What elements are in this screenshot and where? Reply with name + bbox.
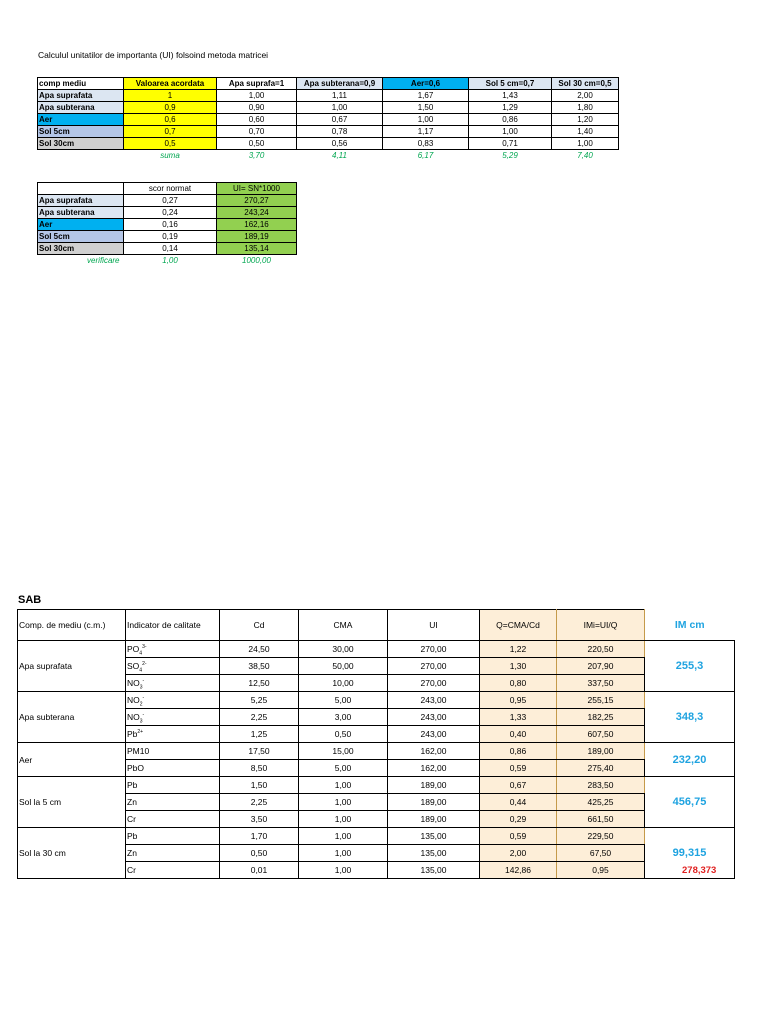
sab-im-cm: 348,3 <box>645 692 735 743</box>
sab-q: 0,59 <box>480 760 557 777</box>
indicator-symbol: PO <box>127 644 140 654</box>
matrix-row-value: 0,6 <box>124 114 217 126</box>
spacer <box>38 150 124 162</box>
sab-cma: 1,00 <box>299 828 388 845</box>
indicator-superscript: 3- <box>142 644 147 651</box>
matrix-cell: 0,83 <box>383 138 469 150</box>
matrix-cell: 0,86 <box>469 114 552 126</box>
score-check-ui: 1000,00 <box>242 256 271 265</box>
score-check-sn: 1,00 <box>162 256 178 265</box>
sab-cd: 24,50 <box>220 641 299 658</box>
matrix-sum: 5,29 <box>502 151 518 160</box>
sab-header-cell: Indicator de calitate <box>126 610 220 641</box>
sab-row <box>18 726 735 743</box>
sab-imi: 275,40 <box>557 760 645 777</box>
matrix-cell: 1,29 <box>469 102 552 114</box>
sab-imi: 189,00 <box>557 743 645 760</box>
matrix-sum: 6,17 <box>417 151 434 160</box>
sab-cd: 17,50 <box>220 743 299 760</box>
indicator-superscript: - <box>142 695 145 702</box>
indicator-superscript: 2+ <box>137 729 144 736</box>
sab-im-cm: 456,75 <box>645 777 735 828</box>
sab-ui: 270,00 <box>388 641 480 658</box>
score-row-name: Aer <box>38 219 124 231</box>
sab-indicator <box>126 641 220 658</box>
sab-indicator <box>126 760 220 777</box>
sab-component: Sol la 30 cm <box>18 828 126 879</box>
sab-title: SAB <box>18 594 42 606</box>
indicator-symbol: SO <box>127 661 140 671</box>
indicator-symbol: NO <box>127 678 140 688</box>
matrix-cell: 1,67 <box>383 90 469 102</box>
score-row <box>38 231 297 243</box>
score-sn: 0,19 <box>124 231 217 243</box>
score-sn: 0,16 <box>124 219 217 231</box>
score-ui: 189,19 <box>217 231 297 243</box>
matrix-cell: 1,80 <box>552 102 619 114</box>
sab-ui: 189,00 <box>388 777 480 794</box>
sab-cma: 5,00 <box>299 692 388 709</box>
score-row-name: Apa suprafata <box>38 195 124 207</box>
matrix-row-value: 0,5 <box>124 138 217 150</box>
matrix-row-name: Aer <box>38 114 124 126</box>
sab-indicator <box>126 777 220 794</box>
matrix-cell: 0,71 <box>469 138 552 150</box>
sab-cd: 8,50 <box>220 760 299 777</box>
matrix-header-cell: Apa subterana=0,9 <box>297 78 383 90</box>
sab-q: 0,95 <box>480 692 557 709</box>
indicator-symbol: Cr <box>127 865 136 875</box>
matrix-row <box>38 138 619 150</box>
sab-header-cell: Comp. de mediu (c.m.) <box>18 610 126 641</box>
sab-component: Apa subterana <box>18 692 126 743</box>
score-row-name: Sol 30cm <box>38 243 124 255</box>
matrix-row <box>38 114 619 126</box>
sab-q: 0,86 <box>480 743 557 760</box>
sab-cma: 1,00 <box>299 777 388 794</box>
matrix-row <box>38 90 619 102</box>
sab-row <box>18 845 735 862</box>
matrix-sum: 4,11 <box>332 151 347 160</box>
matrix-row-name: Apa suprafata <box>38 90 124 102</box>
sab-ui: 162,00 <box>388 760 480 777</box>
sab-header-cell: Q=CMA/Cd <box>480 610 557 641</box>
sab-cd: 1,50 <box>220 777 299 794</box>
matrix-sum: 7,40 <box>577 151 593 160</box>
sab-ui: 189,00 <box>388 794 480 811</box>
sab-cma: 3,00 <box>299 709 388 726</box>
sab-cd: 3,50 <box>220 811 299 828</box>
sab-q: 0,80 <box>480 675 557 692</box>
sab-ui: 162,00 <box>388 743 480 760</box>
sab-row <box>18 675 735 692</box>
sab-imi: 337,50 <box>557 675 645 692</box>
sab-component: Sol la 5 cm <box>18 777 126 828</box>
sab-header-cell: UI <box>388 610 480 641</box>
sab-cd: 1,70 <box>220 828 299 845</box>
indicator-subscript: 3 <box>139 684 143 691</box>
indicator-symbol: Cr <box>127 814 136 824</box>
sab-cd: 0,50 <box>220 845 299 862</box>
sab-cd: 5,25 <box>220 692 299 709</box>
sab-cd: 0,01 <box>220 862 299 879</box>
matrix-sum: 3,70 <box>248 151 265 160</box>
sab-cma: 1,00 <box>299 862 388 879</box>
matrix-cell: 1,50 <box>383 102 469 114</box>
matrix-cell: 1,00 <box>217 90 297 102</box>
matrix-cell: 0,60 <box>217 114 297 126</box>
sab-header-row <box>18 610 735 641</box>
matrix-cell: 1,43 <box>469 90 552 102</box>
sab-q: 1,30 <box>480 658 557 675</box>
score-row <box>38 195 297 207</box>
score-ui: 270,27 <box>217 195 297 207</box>
sab-imi: 255,15 <box>557 692 645 709</box>
matrix-cell: 1,17 <box>383 126 469 138</box>
matrix-row-value: 1 <box>124 90 217 102</box>
sab-indicator <box>126 862 220 879</box>
matrix-sum-row <box>38 150 619 162</box>
sab-indicator <box>126 811 220 828</box>
sab-indicator <box>126 794 220 811</box>
sab-cd: 2,25 <box>220 794 299 811</box>
matrix-header-cell: Sol 30 cm=0,5 <box>552 78 619 90</box>
sab-cma: 50,00 <box>299 658 388 675</box>
sab-row <box>18 811 735 828</box>
sab-cma: 10,00 <box>299 675 388 692</box>
sab-row <box>18 692 735 709</box>
sab-cma: 1,00 <box>299 811 388 828</box>
sab-row <box>18 658 735 675</box>
sab-q: 142,86 <box>480 862 557 879</box>
matrix-sum-label: suma <box>160 151 180 160</box>
score-row-name: Sol 5cm <box>38 231 124 243</box>
sab-indicator <box>126 658 220 675</box>
sab-imi: 207,90 <box>557 658 645 675</box>
score-row <box>38 219 297 231</box>
sab-imi: 67,50 <box>557 845 645 862</box>
matrix-header-row <box>38 78 619 90</box>
indicator-symbol: PM10 <box>127 746 150 756</box>
sab-indicator <box>126 828 220 845</box>
matrix-cell: 1,00 <box>552 138 619 150</box>
sab-q: 0,67 <box>480 777 557 794</box>
indicator-symbol: Pb <box>127 831 138 841</box>
sab-ui: 135,00 <box>388 862 480 879</box>
sab-imi: 425,25 <box>557 794 645 811</box>
indicator-symbol: Pb <box>127 780 138 790</box>
indicator-symbol: Pb <box>127 729 138 739</box>
score-sn: 0,27 <box>124 195 217 207</box>
matrix-row <box>38 102 619 114</box>
matrix-cell: 1,00 <box>297 102 383 114</box>
sab-im-cm: 99,315 <box>645 828 735 879</box>
sab-imi: 220,50 <box>557 641 645 658</box>
matrix-cell: 0,78 <box>297 126 383 138</box>
matrix-row-value: 0,9 <box>124 102 217 114</box>
page-title: Calculul unitatilor de importanta (UI) folsoind metoda matricei <box>38 50 269 60</box>
sab-indicator <box>126 692 220 709</box>
indicator-symbol: Zn <box>127 797 137 807</box>
sab-row <box>18 760 735 777</box>
sab-row <box>18 743 735 760</box>
sab-ui: 135,00 <box>388 828 480 845</box>
sab-ui: 135,00 <box>388 845 480 862</box>
sab-ui: 243,00 <box>388 692 480 709</box>
sab-cma: 0,50 <box>299 726 388 743</box>
sab-row <box>18 641 735 658</box>
matrix-header-cell: comp mediu <box>38 78 124 90</box>
sab-im-cm: 255,3 <box>645 641 735 692</box>
matrix-cell: 0,50 <box>217 138 297 150</box>
matrix-cell: 1,00 <box>383 114 469 126</box>
sab-header-cell: IMi=UI/Q <box>557 610 645 641</box>
sab-imi: 283,50 <box>557 777 645 794</box>
score-check-label: verificare <box>87 256 120 265</box>
matrix-cell: 2,00 <box>552 90 619 102</box>
matrix-cell: 0,67 <box>297 114 383 126</box>
indicator-subscript: 4 <box>139 650 143 657</box>
sab-cd: 12,50 <box>220 675 299 692</box>
sab-component: Aer <box>18 743 126 777</box>
score-row <box>38 243 297 255</box>
sab-cd: 1,25 <box>220 726 299 743</box>
score-sn: 0,14 <box>124 243 217 255</box>
matrix-cell: 1,40 <box>552 126 619 138</box>
score-header-cell: scor normat <box>124 183 217 195</box>
sab-imi: 229,50 <box>557 828 645 845</box>
indicator-subscript: 3 <box>139 718 143 725</box>
sab-cma: 15,00 <box>299 743 388 760</box>
matrix-cell: 1,20 <box>552 114 619 126</box>
matrix-cell: 1,11 <box>297 90 383 102</box>
sab-table <box>17 609 735 879</box>
im-total: 278,373 <box>682 865 717 876</box>
matrix-cell: 0,70 <box>217 126 297 138</box>
matrix-header-cell: Aer=0,6 <box>383 78 469 90</box>
sab-header-cell: Cd <box>220 610 299 641</box>
sab-q: 0,44 <box>480 794 557 811</box>
sab-indicator <box>126 709 220 726</box>
score-header-cell <box>38 183 124 195</box>
indicator-superscript: - <box>142 712 145 719</box>
sab-ui: 270,00 <box>388 675 480 692</box>
matrix-header-cell: Sol 5 cm=0,7 <box>469 78 552 90</box>
matrix-row-value: 0,7 <box>124 126 217 138</box>
sab-ui: 243,00 <box>388 726 480 743</box>
sab-row <box>18 709 735 726</box>
sab-imi: 661,50 <box>557 811 645 828</box>
sab-row <box>18 828 735 845</box>
score-header-cell: UI= SN*1000 <box>217 183 297 195</box>
sab-cd: 38,50 <box>220 658 299 675</box>
sab-row <box>18 862 735 879</box>
score-ui: 162,16 <box>217 219 297 231</box>
score-header-row <box>38 183 297 195</box>
matrix-cell: 0,56 <box>297 138 383 150</box>
indicator-symbol: NO <box>127 695 140 705</box>
sab-indicator <box>126 845 220 862</box>
sab-ui: 270,00 <box>388 658 480 675</box>
score-check-row <box>38 255 297 267</box>
sab-q: 0,59 <box>480 828 557 845</box>
matrix-header-cell: Apa suprafa=1 <box>217 78 297 90</box>
sab-cd: 2,25 <box>220 709 299 726</box>
indicator-symbol: PbO <box>127 763 145 773</box>
sab-row <box>18 777 735 794</box>
sab-cma: 30,00 <box>299 641 388 658</box>
matrix-row-name: Apa subterana <box>38 102 124 114</box>
sab-q: 1,33 <box>480 709 557 726</box>
sab-header-cell: IM cm <box>674 618 705 631</box>
indicator-superscript: - <box>142 678 145 685</box>
matrix-row-name: Sol 5cm <box>38 126 124 138</box>
sab-ui: 243,00 <box>388 709 480 726</box>
indicator-subscript: 4 <box>139 667 143 674</box>
score-table <box>37 182 297 266</box>
sab-indicator <box>126 675 220 692</box>
sab-header-cell: CMA <box>299 610 388 641</box>
matrix-cell: 0,90 <box>217 102 297 114</box>
sab-imi: 607,50 <box>557 726 645 743</box>
sab-q: 0,29 <box>480 811 557 828</box>
sab-row <box>18 794 735 811</box>
sab-component: Apa suprafata <box>18 641 126 692</box>
sab-indicator <box>126 726 220 743</box>
matrix-row <box>38 126 619 138</box>
sab-im-cm: 232,20 <box>645 743 735 777</box>
score-ui: 135,14 <box>217 243 297 255</box>
indicator-superscript: 2- <box>142 661 147 668</box>
matrix-row-name: Sol 30cm <box>38 138 124 150</box>
sab-cma: 1,00 <box>299 845 388 862</box>
sab-q: 1,22 <box>480 641 557 658</box>
indicator-symbol: Zn <box>127 848 137 858</box>
score-row-name: Apa subterana <box>38 207 124 219</box>
sab-ui: 189,00 <box>388 811 480 828</box>
score-sn: 0,24 <box>124 207 217 219</box>
sab-q: 0,40 <box>480 726 557 743</box>
sab-imi: 182,25 <box>557 709 645 726</box>
indicator-symbol: NO <box>127 712 140 722</box>
sab-imi: 0,95 <box>557 862 645 879</box>
score-row <box>38 207 297 219</box>
sab-indicator <box>126 743 220 760</box>
sab-cma: 1,00 <box>299 794 388 811</box>
matrix-cell: 1,00 <box>469 126 552 138</box>
sab-cma: 5,00 <box>299 760 388 777</box>
indicator-subscript: 2 <box>139 701 143 708</box>
sab-q: 2,00 <box>480 845 557 862</box>
matrix-table <box>37 77 619 161</box>
matrix-header-cell: Valoarea acordata <box>124 78 217 90</box>
score-ui: 243,24 <box>217 207 297 219</box>
